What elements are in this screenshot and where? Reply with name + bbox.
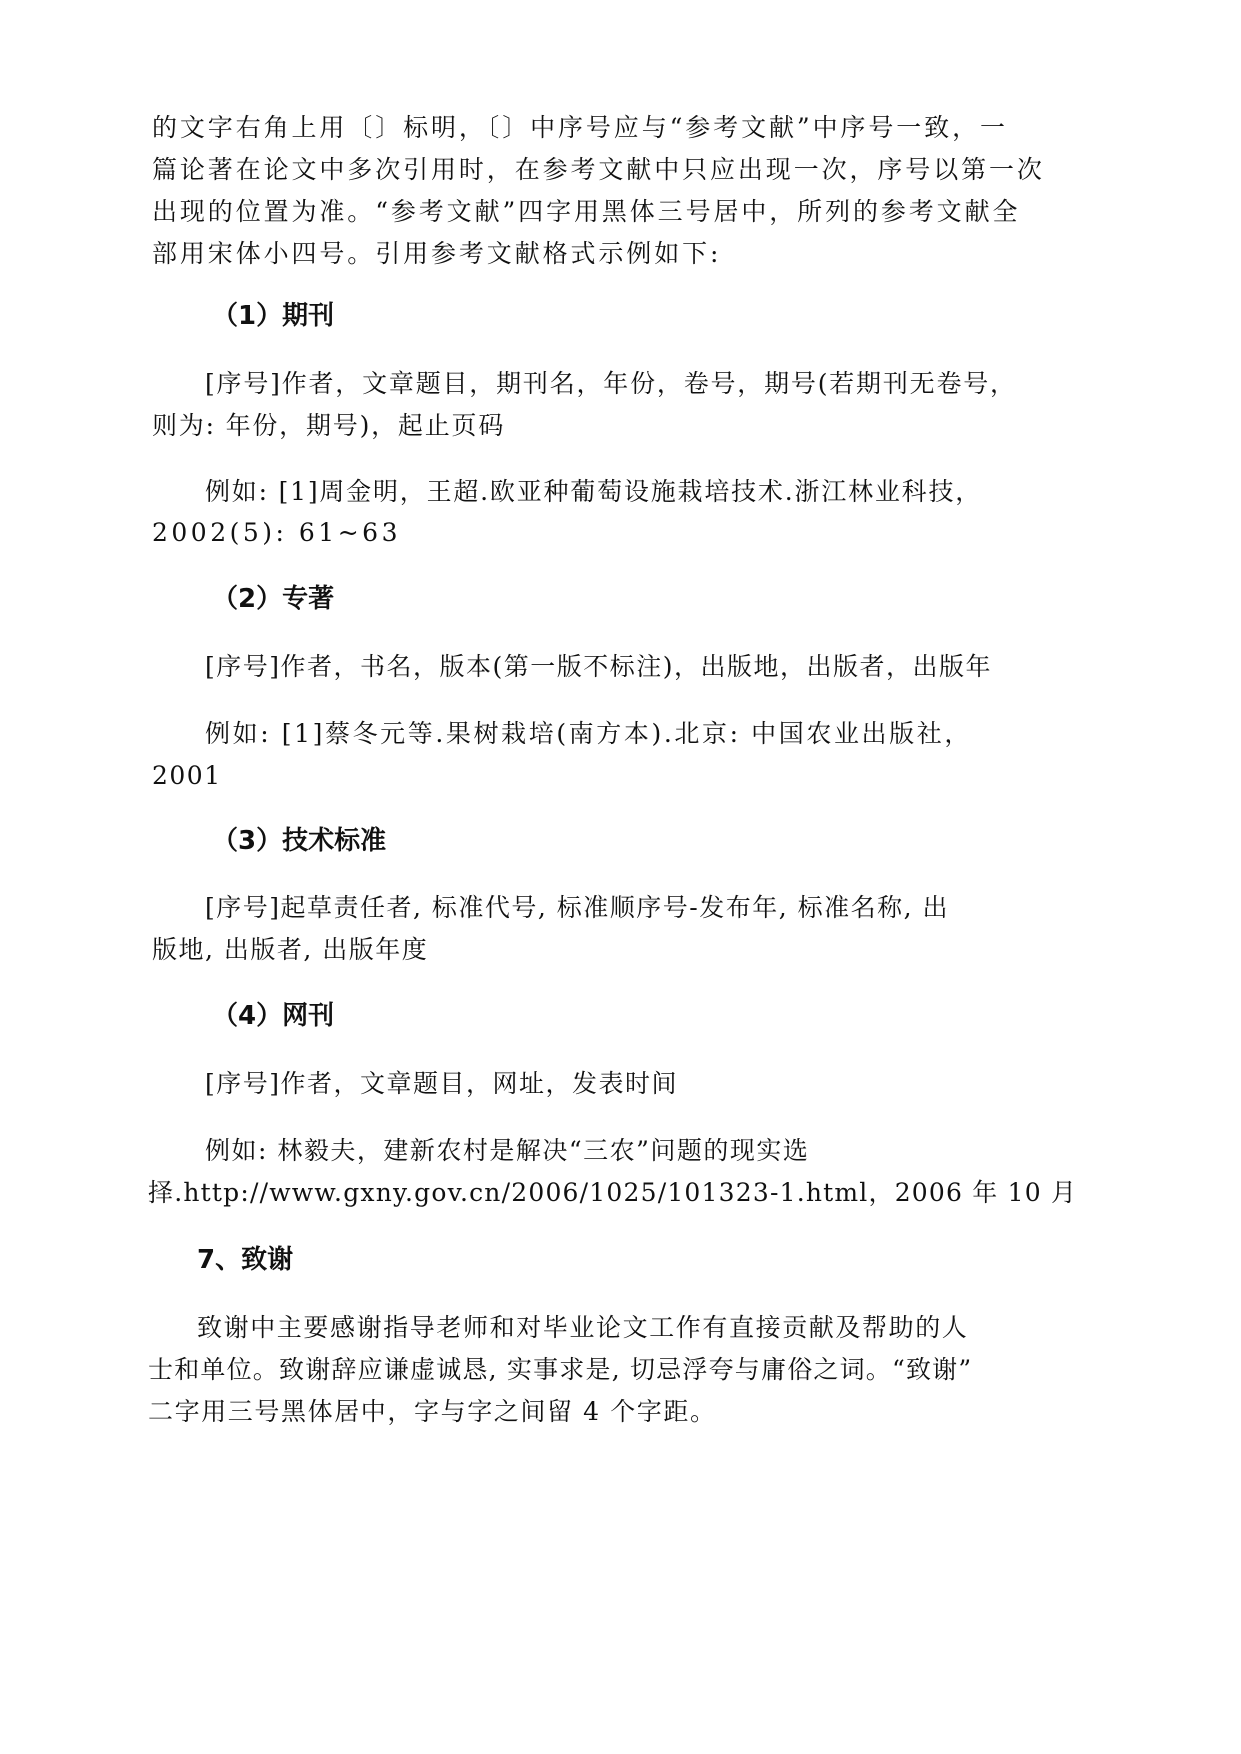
acknowledgement-line-1: 致谢中主要感谢指导老师和对毕业论文工作有直接贡献及帮助的人 bbox=[197, 1313, 969, 1342]
monograph-heading: （2）专著 bbox=[212, 584, 335, 614]
standard-format-line-2: 版地, 出版者, 出版年度 bbox=[152, 935, 429, 964]
acknowledgement-line-2: 士和单位。致谢辞应谦虚诚恳, 实事求是, 切忌浮夸与庸俗之词。“致谢” bbox=[148, 1355, 973, 1384]
journal-format-line-2: 则为: 年份，期号)，起止页码 bbox=[152, 411, 506, 440]
intro-line-3: 出现的位置为准。“参考文献”四字用黑体三号居中，所列的参考文献全 bbox=[152, 197, 1021, 226]
acknowledgement-heading: 7、致谢 bbox=[197, 1245, 294, 1275]
monograph-example-line-1: 例如: [1]蔡冬元等.果树栽培(南方本).北京: 中国农业出版社， bbox=[205, 719, 972, 748]
online-heading: （4）网刊 bbox=[212, 1001, 335, 1031]
journal-format-line-1: [序号]作者，文章题目，期刊名，年份，卷号，期号(若期刊无卷号， bbox=[205, 369, 1017, 398]
monograph-example-line-2: 2001 bbox=[152, 761, 222, 790]
online-example-line-2: 择.http://www.gxny.gov.cn/2006/1025/101323-1.html，2006 年 10 月 bbox=[148, 1178, 1078, 1207]
standard-heading: （3）技术标准 bbox=[212, 826, 387, 856]
journal-heading: （1）期刊 bbox=[212, 301, 335, 331]
journal-example-line-1: 例如: [1]周金明，王超.欧亚种葡萄设施栽培技术.浙江林业科技， bbox=[205, 477, 983, 506]
intro-line-4: 部用宋体小四号。引用参考文献格式示例如下: bbox=[152, 239, 722, 268]
monograph-format-line-1: [序号]作者，书名，版本(第一版不标注)，出版地，出版者，出版年 bbox=[205, 652, 993, 681]
standard-format-line-1: [序号]起草责任者, 标准代号, 标准顺序号-发布年, 标准名称, 出 bbox=[205, 893, 950, 922]
intro-line-1: 的文字右角上用〔〕标明，〔〕中序号应与“参考文献”中序号一致，一 bbox=[152, 113, 1008, 142]
online-example-line-1: 例如: 林毅夫，建新农村是解决“三农”问题的现实选 bbox=[205, 1136, 810, 1165]
intro-line-2: 篇论著在论文中多次引用时，在参考文献中只应出现一次，序号以第一次 bbox=[152, 155, 1045, 184]
journal-example-line-2: 2002(5): 61~63 bbox=[152, 518, 401, 547]
acknowledgement-line-3: 二字用三号黑体居中，字与字之间留 4 个字距。 bbox=[148, 1397, 717, 1426]
online-format-line-1: [序号]作者，文章题目，网址，发表时间 bbox=[205, 1069, 679, 1098]
